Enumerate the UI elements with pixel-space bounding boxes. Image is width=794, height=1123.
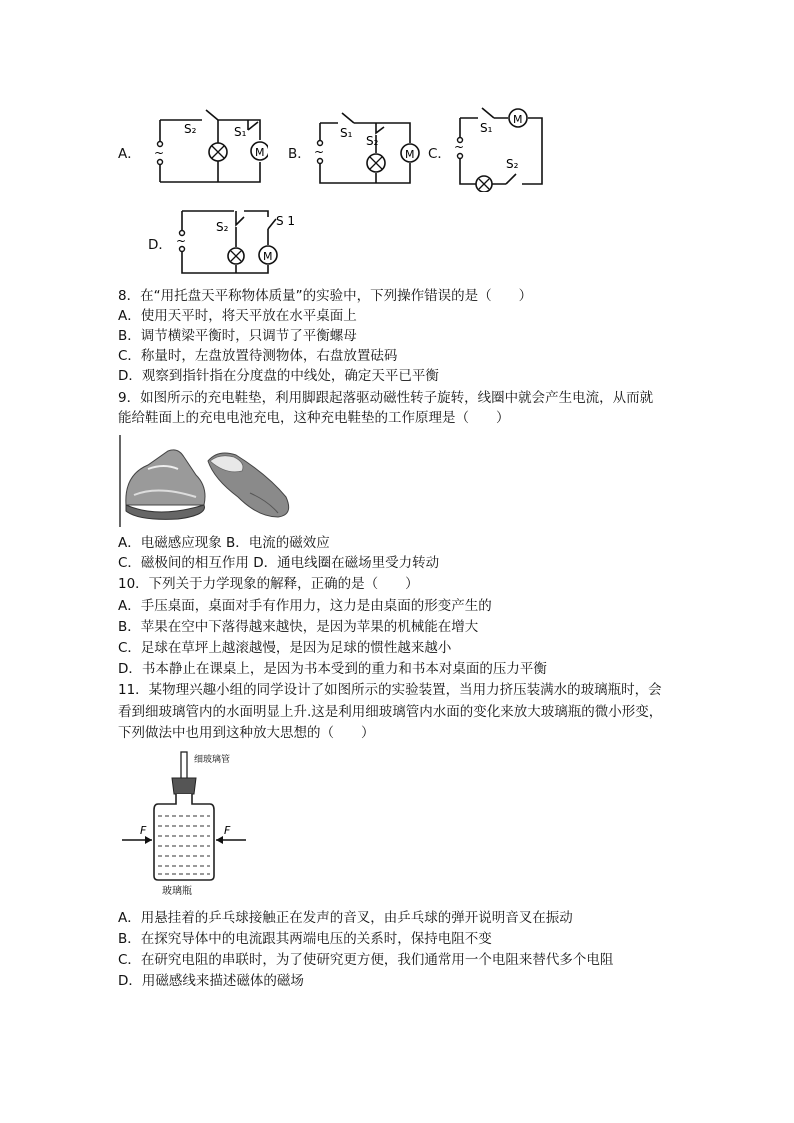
q9-option-cd: C．磁极间的相互作用 D．通电线圈在磁场里受力转动 [118,555,440,571]
svg-text:M: M [513,113,523,126]
svg-text:S₂: S₂ [184,122,197,136]
option-label-b: B． [288,146,311,162]
option-label-d: D． [148,237,172,253]
svg-text:S₂: S₂ [216,220,229,234]
force-arrow-icon [145,836,152,844]
svg-text:S₂: S₂ [366,134,379,148]
ac-source-icon: ~ [154,146,165,160]
svg-text:M: M [263,250,273,263]
force-arrow-icon [216,836,223,844]
q11-stem-line3: 下列做法中也用到这种放大思想的（ ） [118,725,375,741]
circuit-b [310,105,430,190]
svg-text:F: F [224,824,231,837]
svg-text:玻璃瓶: 玻璃瓶 [162,886,192,897]
svg-text:S₁: S₁ [340,126,353,140]
q11-stem-line1: 11．某物理兴趣小组的同学设计了如图所示的实验装置，当用力挤压装满水的玻璃瓶时，会 [118,682,662,698]
q11-option-d: D．用磁感线来描述磁体的磁场 [118,973,304,989]
glass-bottle-figure [118,748,258,898]
q11-option-b: B．在探究导体中的电流跟其两端电压的关系时，保持电阻不变 [118,931,492,947]
ac-source-icon: ~ [454,140,465,154]
circuit-d [172,205,312,280]
q11-stem-line2: 看到细玻璃管内的水面明显上升.这是利用细玻璃管内水面的变化来放大玻璃瓶的微小形变， [118,704,663,720]
option-label-c: C． [428,146,451,162]
ac-source-icon: ~ [176,234,187,248]
ac-source-icon: ~ [314,145,325,159]
svg-text:S₁: S₁ [480,121,493,135]
q10-option-c: C．足球在草坪上越滚越慢，是因为足球的惯性越来越小 [118,640,452,656]
q9-stem-line1: 9．如图所示的充电鞋垫，利用脚跟起落驱动磁性转子旋转，线圈中就会产生电流，从而就 [118,390,654,406]
svg-text:S₂: S₂ [506,157,519,171]
svg-text:细玻璃管: 细玻璃管 [194,755,231,765]
svg-text:M: M [255,146,265,159]
q11-option-c: C．在研究电阻的串联时，为了使研究更方便，我们通常用一个电阻来替代多个电阻 [118,952,614,968]
svg-text:F: F [140,824,147,837]
svg-text:S 1: S 1 [276,214,296,228]
q8-option-b: B．调节横梁平衡时，只调节了平衡螺母 [118,328,357,344]
svg-text:S₁: S₁ [234,125,247,139]
q10-option-b: B．苹果在空中下落得越来越快，是因为苹果的机械能在增大 [118,619,479,635]
option-label-a: A． [118,146,141,162]
circuit-c [450,102,550,192]
svg-text:M: M [405,148,415,161]
q8-option-d: D．观察到指针指在分度盘的中线处，确定天平已平衡 [118,368,439,384]
charging-insole-photo [118,435,298,527]
q9-option-ab: A．电磁感应现象 B．电流的磁效应 [118,535,330,551]
q8-stem: 8．在“用托盘天平称物体质量”的实验中，下列操作错误的是（ ） [118,288,533,304]
circuit-a [150,100,268,195]
q9-stem-line2: 能给鞋面上的充电电池充电，这种充电鞋垫的工作原理是（ ） [118,410,510,426]
q8-option-a: A．使用天平时，将天平放在水平桌面上 [118,308,357,324]
q10-stem: 10．下列关于力学现象的解释，正确的是（ ） [118,576,419,592]
q8-option-c: C．称量时，左盘放置待测物体，右盘放置砝码 [118,348,398,364]
q10-option-a: A．手压桌面，桌面对手有作用力，这力是由桌面的形变产生的 [118,598,492,614]
q10-option-d: D．书本静止在课桌上，是因为书本受到的重力和书本对桌面的压力平衡 [118,661,547,677]
q11-option-a: A．用悬挂着的乒乓球接触正在发声的音叉，由乒乓球的弹开说明音叉在振动 [118,910,573,926]
